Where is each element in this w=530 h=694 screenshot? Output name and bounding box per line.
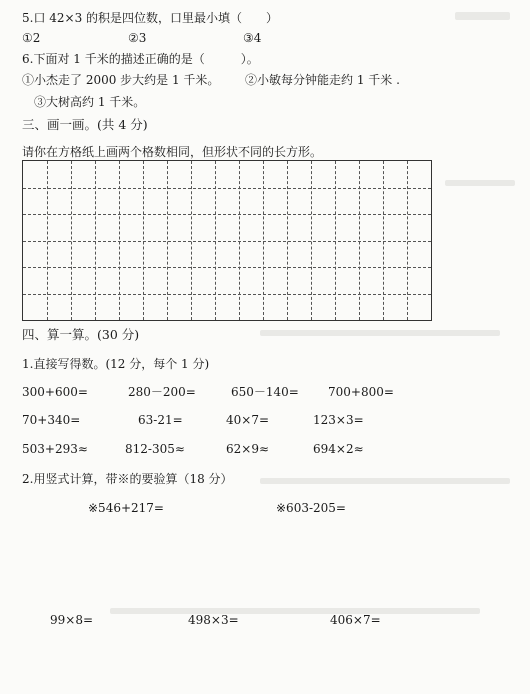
bleed-mark <box>110 608 480 614</box>
question-6-option-1: ①小杰走了 2000 步大约是 1 千米。 <box>22 73 220 87</box>
calc-item: 40×7= <box>226 413 270 427</box>
question-6-option-2: ②小敏每分钟能走约 1 千米 . <box>245 73 400 87</box>
part-2-title: 2.用竖式计算，带※的要验算（18 分） <box>22 472 233 486</box>
calc-item: 700+800= <box>328 385 394 399</box>
grid-horizontal-line <box>23 294 431 295</box>
drawing-grid[interactable] <box>22 160 432 321</box>
calc-item: 123×3= <box>313 413 364 427</box>
question-5-option-2: ②3 <box>128 31 147 45</box>
section-4-title: 四、算一算。(30 分) <box>22 327 140 342</box>
bleed-mark <box>260 330 500 336</box>
calc-item: 650－140= <box>231 385 299 399</box>
calc-item: 62×9≈ <box>226 442 270 456</box>
section-3-title: 三、画一画。(共 4 分) <box>22 117 148 132</box>
question-5-option-3: ③4 <box>243 31 262 45</box>
calc-item: 503+293≈ <box>22 442 88 456</box>
question-6-text: 6.下面对 1 千米的描述正确的是（ ）。 <box>22 52 259 66</box>
section-3-instruction: 请你在方格纸上画两个格数相同，但形状不同的长方形。 <box>22 145 323 159</box>
calc-item: 70+340= <box>22 413 81 427</box>
calc-item: 812-305≈ <box>125 442 185 456</box>
bottom-calc-2: 498×3= <box>188 613 239 627</box>
calc-item: 694×2≈ <box>313 442 364 456</box>
grid-horizontal-line <box>23 188 431 189</box>
vertical-calc-2: ※603-205= <box>276 501 346 515</box>
question-6-option-3: ③大树高约 1 千米。 <box>34 95 146 109</box>
bleed-mark <box>455 12 510 20</box>
part-1-title: 1.直接写得数。(12 分，每个 1 分) <box>22 357 210 371</box>
bottom-calc-1: 99×8= <box>50 613 94 627</box>
question-5-text: 5.口 42×3 的积是四位数，口里最小填（ ） <box>22 11 279 25</box>
grid-horizontal-line <box>23 267 431 268</box>
calc-item: 300+600= <box>22 385 88 399</box>
grid-horizontal-line <box>23 214 431 215</box>
vertical-calc-1: ※546+217= <box>88 501 164 515</box>
bottom-calc-3: 406×7= <box>330 613 381 627</box>
bleed-mark <box>445 180 515 186</box>
calc-item: 63-21= <box>138 413 183 427</box>
grid-horizontal-line <box>23 241 431 242</box>
bleed-mark <box>260 478 510 484</box>
calc-item: 280－200= <box>128 385 196 399</box>
question-5-option-1: ①2 <box>22 31 41 45</box>
